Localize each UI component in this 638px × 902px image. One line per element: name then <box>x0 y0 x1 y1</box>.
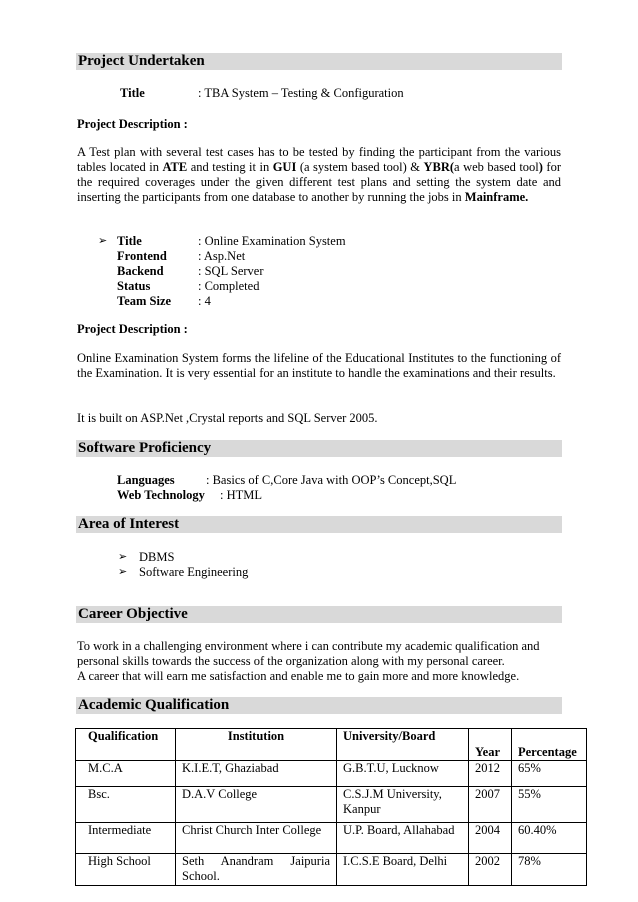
table-cell: 2012 <box>469 761 512 787</box>
field-label: Title <box>117 234 142 248</box>
field-label: Status <box>117 279 151 293</box>
section-header-academic: Academic Qualification <box>76 697 562 714</box>
table-cell: 78% <box>512 854 587 886</box>
table-cell: Intermediate <box>76 823 176 854</box>
project2-built-on: It is built on ASP.Net ,Crystal reports and SQL Server 2005. <box>77 411 378 425</box>
academic-table <box>75 728 587 886</box>
career-objective-text-2: A career that will earn me satisfaction and enable me to gain more and more knowledge. <box>77 669 520 683</box>
section-header-interest: Area of Interest <box>76 516 562 533</box>
arrow-bullet-icon: ➢ <box>118 566 128 578</box>
table-row <box>76 823 587 854</box>
section-header-career: Career Objective <box>76 606 562 623</box>
table-header: Percentage <box>512 729 587 761</box>
interest-item: DBMS <box>139 550 175 564</box>
table-cell: 60.40% <box>512 823 587 854</box>
field-value: : Completed <box>198 279 260 293</box>
table-header: Year <box>469 729 512 761</box>
table-cell: 2007 <box>469 787 512 823</box>
table-cell: Bsc. <box>76 787 176 823</box>
web-tech-label: Web Technology <box>117 488 205 502</box>
arrow-bullet-icon: ➢ <box>118 551 128 563</box>
field-label: Backend <box>117 264 164 278</box>
field-value: : 4 <box>198 294 211 308</box>
field-value: : Asp.Net <box>198 249 246 263</box>
table-cell: C.S.J.M University, Kanpur <box>337 787 469 823</box>
table-cell: I.C.S.E Board, Delhi <box>337 854 469 886</box>
table-row <box>76 854 587 886</box>
section-header-software: Software Proficiency <box>76 440 562 457</box>
table-cell: 2004 <box>469 823 512 854</box>
table-cell: K.I.E.T, Ghaziabad <box>176 761 337 787</box>
field-value: : Online Examination System <box>198 234 346 248</box>
table-cell: Christ Church Inter College <box>176 823 337 854</box>
table-cell: 2002 <box>469 854 512 886</box>
field-label: Team Size <box>117 294 172 308</box>
arrow-bullet-icon: ➢ <box>98 235 108 247</box>
project1-title-label: Title <box>120 86 145 100</box>
project1-description: A Test plan with several test cases has to be tested by finding the participant from the various tables located in ATE and testing it in GUI (a system based tool) & YBR(a web based tool) for the required coverages under the given different test plans and setting the system date and inserting the participants from one database to another by running the jobs in Mainframe. <box>77 145 561 204</box>
project2-description: Online Examination System forms the lifeline of the Educational Institutes to the functioning of the Examination. It is very essential for an institute to handle the examinations and their results. <box>77 351 561 380</box>
table-cell: G.B.T.U, Lucknow <box>337 761 469 787</box>
table-header-row <box>76 729 587 761</box>
web-tech-value: : HTML <box>220 488 263 502</box>
field-label: Frontend <box>117 249 167 263</box>
career-objective-text: To work in a challenging environment where i can contribute my academic qualification and personal skills towards the success of the organization along with my personal career. <box>77 639 540 668</box>
table-cell: M.C.A <box>76 761 176 787</box>
table-header: University/Board <box>337 729 469 761</box>
table-cell: Seth Anandram Jaipuria School. <box>176 854 337 886</box>
table-header: Institution <box>176 729 337 761</box>
project1-title-value: : TBA System – Testing & Configuration <box>198 86 404 100</box>
languages-label: Languages <box>117 473 175 487</box>
section-header-project: Project Undertaken <box>76 53 562 70</box>
project2-desc-label: Project Description : <box>77 322 188 336</box>
field-value: : SQL Server <box>198 264 264 278</box>
table-cell: High School <box>76 854 176 886</box>
table-cell: 65% <box>512 761 587 787</box>
table-cell: U.P. Board, Allahabad <box>337 823 469 854</box>
project1-desc-label: Project Description : <box>77 117 188 131</box>
table-row <box>76 787 587 823</box>
languages-value: : Basics of C,Core Java with OOP’s Concept,SQL <box>206 473 457 487</box>
table-cell: 55% <box>512 787 587 823</box>
table-header: Qualification <box>76 729 176 761</box>
interest-item: Software Engineering <box>139 565 249 579</box>
table-row <box>76 761 587 787</box>
table-cell: D.A.V College <box>176 787 337 823</box>
